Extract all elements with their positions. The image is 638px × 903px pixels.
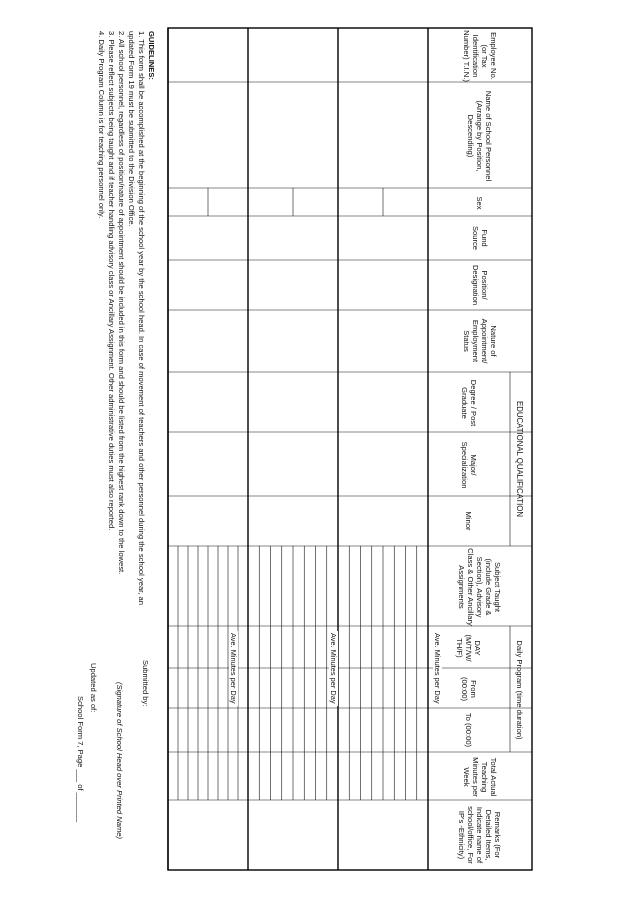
header-educational-qualification: EDUCATIONAL QUALIFICATION <box>515 401 525 517</box>
header-total-actual: Total Actual Teaching Minutes per Week <box>462 757 498 797</box>
header-employee-no: Employee No. (or Tax Identification Number) T.I.N.) <box>462 30 498 82</box>
guideline-4: 4. Daily Program Column is for teaching personnel only. <box>97 31 106 219</box>
submitted-by-label: Submitted by: <box>141 660 150 707</box>
header-major: Major/ Specialization <box>460 441 478 489</box>
ave-minutes-label-1: Ave. Minutes per Day <box>229 633 238 704</box>
header-position: Position/ Designation <box>471 264 489 306</box>
header-sex: Sex <box>475 196 485 210</box>
header-minor: Minor <box>464 511 474 531</box>
header-name: Name of School Personnel (Arrange by Position, Descending) <box>466 90 494 182</box>
ave-minutes-label-3: Ave. Minutes per Day <box>433 633 442 704</box>
header-to: To (00:00) <box>464 712 474 748</box>
guideline-2: 2. All school personnel, regardless of position/nature of appointment should be included in this form and should be listed from the highest rank down to the lowest. <box>117 31 126 575</box>
header-from: From (00:00) <box>460 676 478 702</box>
header-subject-taught: Subject Taught (include Grade & Section), Advisory Class & Other Ancillary Assignments <box>457 548 503 626</box>
school-form-footer: School Form 7, Page ___ of _______ <box>76 696 85 823</box>
header-nature: Nature of Appointment/ Employment Status <box>462 318 498 364</box>
header-fund-source: Fund Source <box>471 225 489 251</box>
header-day: DAY (M/T/W/ TH/F) <box>455 634 483 662</box>
updated-as-of-label: Updated as of: <box>89 663 98 713</box>
ave-minutes-label-2: Ave. Minutes per Day <box>329 633 338 704</box>
guidelines-title: GUIDELINES: <box>147 31 156 80</box>
guideline-3: 3. Please reflect subjects being taught and if teacher handling advisory class or Ancillary Assignment. Other administrative duties must also reported. <box>107 31 116 531</box>
header-remarks: Remarks (For Detailed Items, Indicate name of school/office, For IP's -Ethnicity) <box>457 806 503 864</box>
signature-caption: (Signature of School Head over Printed Name) <box>115 682 124 840</box>
header-degree: Degree / Post Graduate <box>460 379 478 427</box>
guideline-1-cont: updated Form 19 must be submitted to the Division Office. <box>127 31 136 227</box>
header-daily-program: Daily Program (time duration) <box>515 640 525 740</box>
guideline-1: 1. This form shall be accomplished at the beginning of the school year by the school head. In case of movement of teachers and other personnel during the school year, an <box>137 31 146 605</box>
